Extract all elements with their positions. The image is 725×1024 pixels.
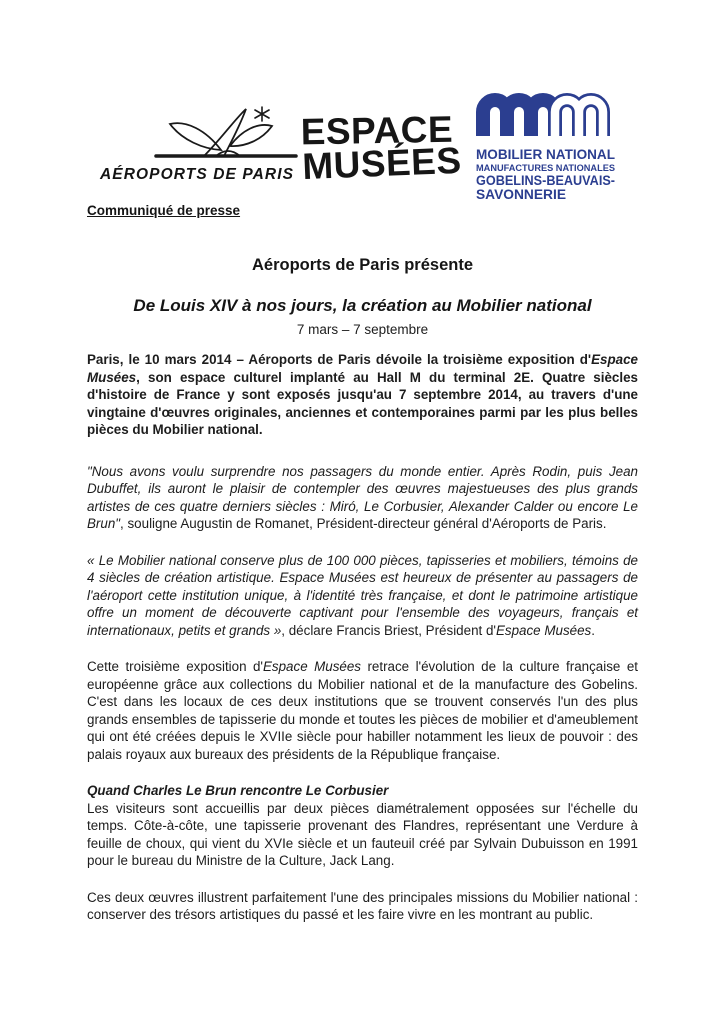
espace-musees-logo-line2: MUSÉES — [301, 139, 463, 188]
intro-paragraph — [87, 351, 638, 439]
section-paragraph: Les visiteurs sont accueillis par deux pièces diamétralement opposées sur l'échelle du temps. Côte-à-côte, une tapisserie provenant des Flandres, représentant une Verdure à feuille de choux, qui vient du XVIe siècle et un fauteuil créé par Sylvain Dubuisson en 1991 pour le bureau du Ministre de la Culture, Jack Lang. — [87, 800, 638, 868]
text-run: retrace l'évolution de la culture française et européenne grâce aux collections du Mobilier national et de la manufacture des Gobelins. C'est dans les locaux de ces deux institutions que se trouvent conservés l'un des plus grands ensembles de tapisserie du monde et toutes les pièces de mobilier et d'ameublement qui ont été créées depuis le XVIIe siècle pour habiller notamment les lieux de pouvoir : des palais royaux aux bureaux des présidents de la République française. — [87, 659, 638, 762]
quote-romanet-paragraph — [87, 463, 638, 533]
mn-logo-line1: MOBILIER NATIONAL — [476, 147, 615, 162]
espace-musees-logo-line1: ESPACE — [300, 108, 454, 153]
text-run: Espace Musées — [262, 659, 361, 674]
text-run: , déclare Francis Briest, Président d' — [281, 622, 496, 638]
text-run: « Le Mobilier national conserve plus de 100 000 pièces, tapisseries et mobiliers, témoins de 4 siècles de création artistique. Espace Musées est heureux de présenter au passagers de l'aéroport cette institution unique, à l'identité très française, et dont le patrimoine artistique offre un moment de découverte captivant pour l'ensemble des voyageurs, français et internationaux, petits et grands » — [87, 552, 638, 638]
adp-logo-wordmark: AÉROPORTS DE PARIS — [100, 166, 295, 183]
mn-logo-line3: GOBELINS-BEAUVAIS- — [476, 173, 615, 188]
text-run: Espace Musées — [495, 622, 592, 638]
body-text — [87, 351, 638, 924]
mn-logo-line4: SAVONNERIE — [476, 187, 566, 202]
exhibition-title: De Louis XIV à nos jours, la création au Mobilier national — [133, 296, 592, 315]
quote-briest-paragraph — [87, 552, 638, 640]
text-run: Paris, le 10 mars 2014 – Aéroports de Paris dévoile la troisième exposition d' — [87, 352, 592, 367]
section-heading: Quand Charles Le Brun rencontre Le Corbusier — [87, 783, 389, 798]
text-run: "Nous avons voulu surprendre nos passagers du monde entier. Après Rodin, puis Jean Dubuffet, ils auront le plaisir de contempler des œuvres majestueuses des plus grands artistes de ces quatre derniers siècles : Miró, Le Corbusier, Alexander Calder ou encore Le Brun" — [87, 463, 638, 531]
text-run: . — [591, 622, 595, 638]
mn-logo-line2: MANUFACTURES NATIONALES — [476, 163, 615, 173]
adp-logo — [100, 106, 298, 184]
espace-musees-logo — [300, 108, 463, 188]
mobilier-national-logo — [468, 86, 622, 204]
presenter-title: Aéroports de Paris présente — [252, 256, 473, 274]
adp-logo-icon — [100, 106, 298, 164]
closing-paragraph: Ces deux œuvres illustrent parfaitement l'une des principales missions du Mobilier national : conserver des trésors artistiques du passé et les faire vivre en les montrant au public. — [87, 889, 638, 922]
text-run: , son espace culturel implanté au Hall M du terminal 2E. Quatre siècles d'histoire de France y sont exposés jusqu'au 7 septembre 2014, au travers d'une vingtaine d'œuvres originales, anciennes et contemporaines parmi par les plus belles pièces du Mobilier national. — [87, 369, 638, 437]
mn-monogram-icon — [468, 86, 622, 204]
text-run: Espace Musées — [87, 352, 638, 385]
text-run: Cette troisième exposition d' — [87, 659, 263, 674]
text-run: , souligne Augustin de Romanet, Président-directeur général d'Aéroports de Paris. — [120, 516, 607, 531]
press-release-label: Communiqué de presse — [87, 203, 241, 218]
exhibition-dates: 7 mars – 7 septembre — [296, 322, 429, 337]
context-paragraph — [87, 658, 638, 763]
